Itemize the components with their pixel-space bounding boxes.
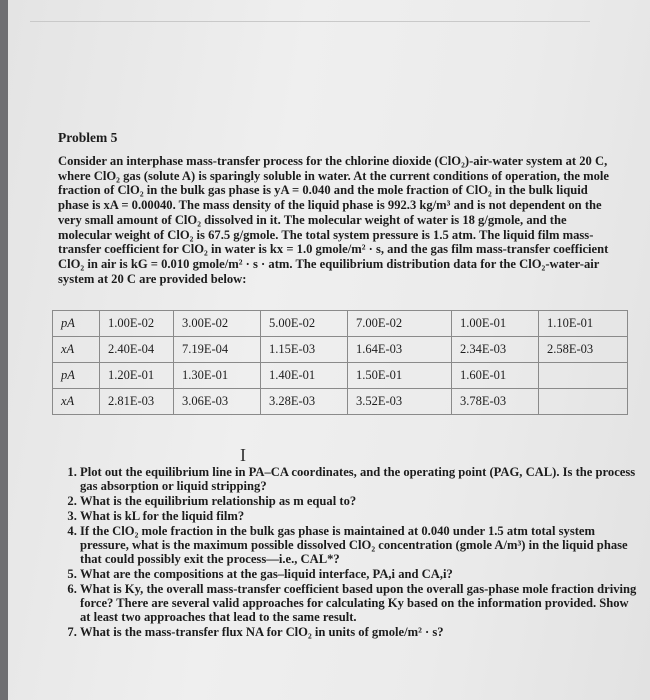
table-cell: 1.15E-03 [261, 337, 348, 363]
row-label: pA [53, 363, 100, 389]
row-label: xA [53, 337, 100, 363]
table-row [53, 337, 628, 363]
table-row [53, 389, 628, 415]
table-cell: 3.28E-03 [261, 389, 348, 415]
table-row [53, 311, 628, 337]
table-cell: 2.34E-03 [452, 337, 539, 363]
question-item: 4. If the ClO₂ mole fraction in the bulk gas phase is maintained at 0.040 under 1.5 atm total system pressure, what is the maximum possible dissolved ClO₂ concentration (gmole A/m³) in the liquid phase that could possibly exit the process—i.e., CAL*? [80, 524, 640, 566]
table-cell: 2.58E-03 [539, 337, 628, 363]
problem-statement: Consider an interphase mass-transfer process for the chlorine dioxide (ClO₂)-air-water system at 20 C, where ClO₂ gas (solute A) is sparingly soluble in water. At the current conditions of operation, the mole fraction of ClO₂ in the bulk gas phase is yA = 0.040 and the mole fraction of ClO₂ in the bulk liquid phase is xA = 0.00040. The mass density of the liquid phase is 992.3 kg/m³ and is not dependent on the very small amount of ClO₂ dissolved in it. The molecular weight of water is 18 g/gmole, and the molecular weight of ClO₂ is 67.5 g/gmole. The total system pressure is 1.5 atm. The liquid film mass-transfer coefficient for ClO₂ in water is kx = 1.0 gmole/m² · s, and the gas film mass-transfer coefficient ClO₂ in air is kG = 0.010 gmole/m² · s · atm. The equilibrium distribution data for the ClO₂-water-air system at 20 C are provided below: [58, 154, 610, 286]
table-cell: 3.00E-02 [174, 311, 261, 337]
text-cursor-icon: I [240, 445, 246, 465]
question-item: 7. What is the mass-transfer flux NA for ClO₂ in units of gmole/m² · s? [80, 625, 640, 639]
table-cell: 1.00E-02 [100, 311, 174, 337]
table-cell: 1.64E-03 [348, 337, 452, 363]
table-cell: 1.50E-01 [348, 363, 452, 389]
question-item: 6. What is Ky, the overall mass-transfer coefficient based upon the overall gas-phase mole fraction driving force? There are several valid approaches for calculating Ky based on the information provided. Show at least two approaches that lead to the same result. [80, 582, 640, 624]
table-cell: 1.20E-01 [100, 363, 174, 389]
row-label: xA [53, 389, 100, 415]
problem-title: Problem 5 [58, 130, 118, 145]
table-cell-empty [539, 389, 628, 415]
question-item: 5. What are the compositions at the gas–liquid interface, PA,i and CA,i? [80, 567, 640, 581]
table-cell: 3.06E-03 [174, 389, 261, 415]
question-item: 3. What is kL for the liquid film? [80, 509, 640, 523]
table-cell: 5.00E-02 [261, 311, 348, 337]
table-cell: 2.40E-04 [100, 337, 174, 363]
question-item: 2. What is the equilibrium relationship as m equal to? [80, 494, 640, 508]
table-cell: 2.81E-03 [100, 389, 174, 415]
table-cell: 1.40E-01 [261, 363, 348, 389]
table-cell: 1.00E-01 [452, 311, 539, 337]
table-cell: 7.00E-02 [348, 311, 452, 337]
question-list [60, 465, 640, 640]
table-cell: 1.60E-01 [452, 363, 539, 389]
page-top-rule [30, 21, 590, 22]
table-cell: 3.52E-03 [348, 389, 452, 415]
table-cell: 1.10E-01 [539, 311, 628, 337]
equilibrium-table [52, 310, 628, 415]
question-item: 1. Plot out the equilibrium line in PA–CA coordinates, and the operating point (PAG, CAL). Is the process gas absorption or liquid stripping? [80, 465, 640, 493]
table-cell: 1.30E-01 [174, 363, 261, 389]
table-cell: 7.19E-04 [174, 337, 261, 363]
problem-section [58, 130, 618, 286]
row-label: pA [53, 311, 100, 337]
table-cell: 3.78E-03 [452, 389, 539, 415]
table-cell-empty [539, 363, 628, 389]
table-row [53, 363, 628, 389]
